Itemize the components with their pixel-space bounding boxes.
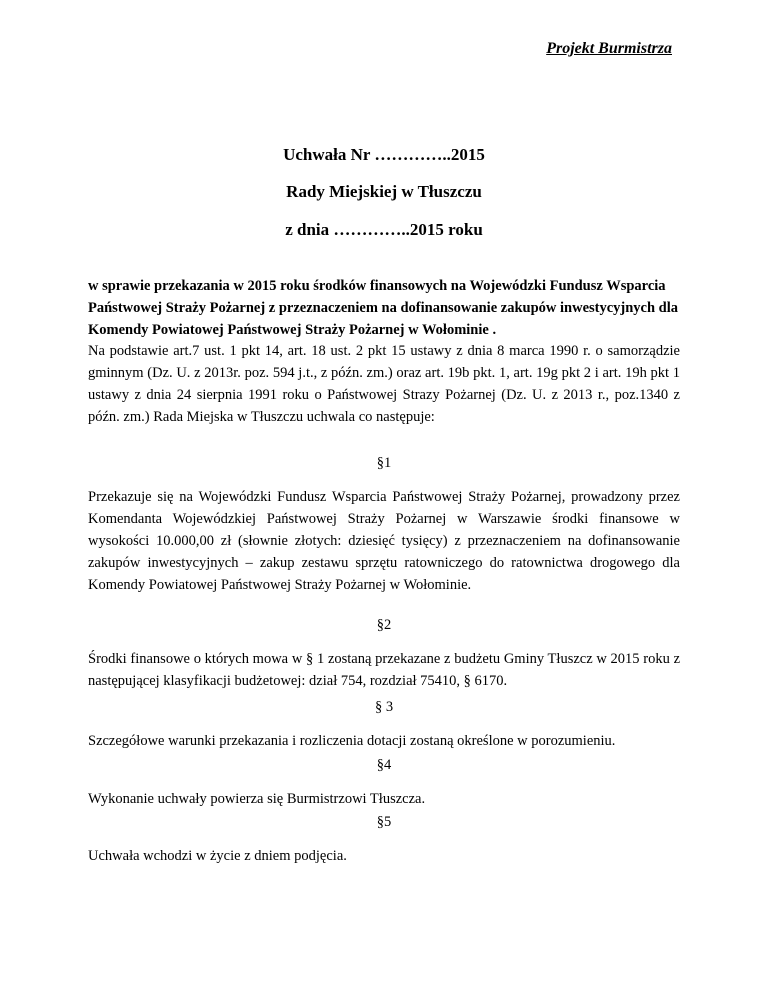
section-3-symbol: § 3 — [374, 699, 394, 715]
section-1-symbol: §1 — [376, 455, 392, 471]
resolution-subject: w sprawie przekazania w 2015 roku środków finansowych na Wojewódzki Fundusz Wsparcia Państwowej Straży Pożarnej z przeznaczeniem na dofinansowanie zakupów inwestycyjnych dla Komendy Powiatowej Państwowej Straży Pożarnej w Wołominie . — [88, 278, 679, 338]
section-1-text: Przekazuje się na Wojewódzki Fundusz Wsparcia Państwowej Straży Pożarnej, prowadzony przez Komendanta Wojewódzkiej Państwowej Straży Pożarnej w Warszawie środki finansowe w wysokości 10.000,00 zł (słownie złotych: dziesięć tysięcy) z przeznaczeniem na dofinansowanie zakupów inwestycyjnych – zakup zestawu sprzętu ratowniczego do ratownictwa drogowego dla Komendy Powiatowej Państwowej Straży Pożarnej w Wołominie. — [88, 489, 680, 593]
section-4-symbol: §4 — [376, 757, 392, 773]
resolution-date: z dnia …………..2015 roku — [285, 220, 483, 239]
council-name: Rady Miejskiej w Tłuszczu — [286, 182, 482, 201]
section-5-text: Uchwała wchodzi w życie z dniem podjęcia. — [88, 848, 347, 864]
section-2-symbol: §2 — [376, 617, 392, 633]
section-3-text: Szczegółowe warunki przekazania i rozliczenia dotacji zostaną określone w porozumieniu. — [88, 733, 616, 749]
section-4-text: Wykonanie uchwały powierza się Burmistrzowi Tłuszcza. — [88, 791, 426, 807]
legal-basis: Na podstawie art.7 ust. 1 pkt 14, art. 18 ust. 2 pkt 15 ustawy z dnia 8 marca 1990 r. o samorządzie gminnym (Dz. U. z 2013r. poz. 594 j.t., z późn. zm.) oraz art. 19b pkt. 1, art. 19g pkt 2 i art. 19h pkt 1 ustawy z dnia 24 sierpnia 1991 roku o Państwowej Strazy Pożarnej (Dz. U. z 2013 r., poz.1340 z późn. zm.) Rada Miejska w Tłuszczu uchwala co następuje: — [88, 343, 680, 425]
section-5-symbol: §5 — [376, 814, 392, 830]
resolution-number: Uchwała Nr …………..2015 — [283, 145, 485, 164]
section-2-text: Środki finansowe o których mowa w § 1 zostaną przekazane z budżetu Gminy Tłuszcz w 2015 roku z następującej klasyfikacji budżetowej: dział 754, rozdział 75410, § 6170. — [88, 651, 680, 689]
project-label: Projekt Burmistrza — [546, 40, 672, 57]
